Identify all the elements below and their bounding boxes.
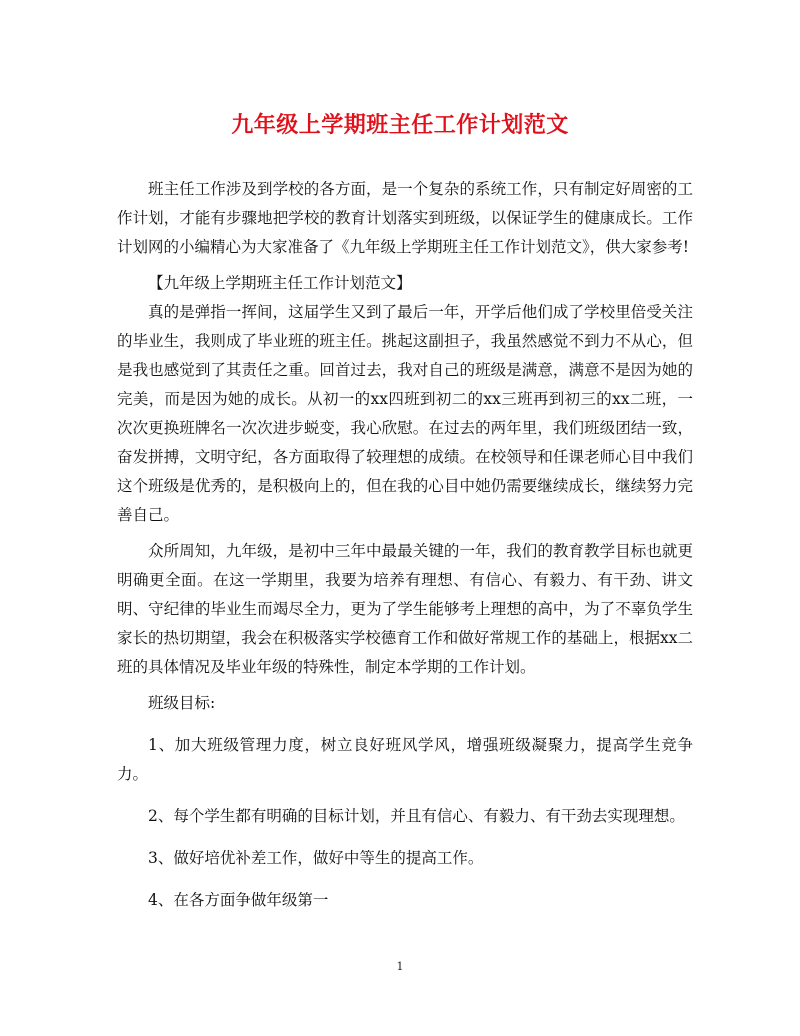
section-heading: 【九年级上学期班主任工作计划范文】 [148,274,412,292]
intro-paragraph: 班主任工作涉及到学校的各方面，是一个复杂的系统工作，只有制定好周密的工作计划，才能有步骤地把学校的教育计划落实到班级，以保证学生的健康成长。工作计划网的小编精心为大家准备了《九年级上学期班主任工作计划范文》，供大家参考! [117,180,693,256]
body-paragraph-goals: 众所周知，九年级，是初中三年中最最关键的一年，我们的教育教学目标也就更明确更全面。在这一学期里，我要为培养有理想、有信心、有毅力、有干劲、讲文明、守纪律的毕业生而竭尽全力，更为了学生能够考上理想的高中，为了不辜负学生家长的热切期望，我会在积极落实学校德育工作和做好常规工作的基础上，根据xx二班的具体情况及毕业年级的特殊性，制定本学期的工作计划。 [117,542,693,676]
goal-item-3: 3、做好培优补差工作，做好中等生的提高工作。 [148,849,484,867]
document-title: 九年级上学期班主任工作计划范文 [231,112,569,138]
goal-item-4: 4、在各方面争做年级第一 [148,891,329,909]
body-paragraph-reflection: 真的是弹指一挥间，这届学生又到了最后一年，开学后他们成了学校里倍受关注的毕业生，我则成了毕业班的班主任。挑起这副担子，我虽然感觉不到力不从心，但是我也感觉到了其责任之重。回首过去，我对自己的班级是满意，满意不是因为她的完美，而是因为她的成长。从初一的xx四班到初二的xx三班再到初三的xx二班，一次次更换班牌名一次次进步蜕变，我心欣慰。在过去的两年里，我们班级团结一致，奋发拼搏，文明守纪，各方面取得了较理想的成绩。在校领导和任课老师心目中我们这个班级是优秀的，是积极向上的，但在我的心目中她仍需要继续成长，继续努力完善自己。 [117,303,693,524]
goal-item-2: 2、每个学生都有明确的目标计划，并且有信心、有毅力、有干劲去实现理想。 [148,807,685,825]
goal-item-1: 1、加大班级管理力度，树立良好班风学风，增强班级凝聚力，提高学生竞争力。 [117,736,693,783]
page-number: 1 [396,960,404,973]
class-goals-heading: 班级目标: [148,694,216,712]
document-body [117,175,693,928]
